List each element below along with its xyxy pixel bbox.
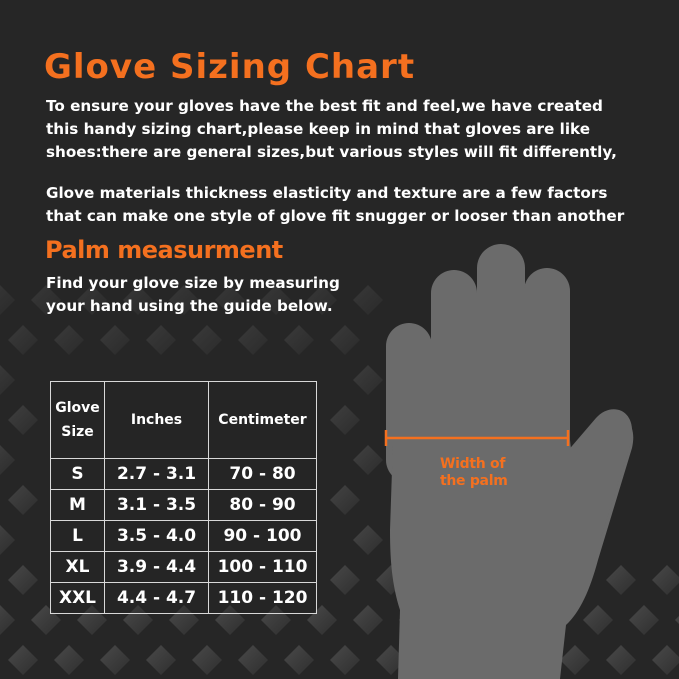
decorative-diamond	[192, 325, 222, 355]
table-row	[51, 552, 317, 583]
decorative-diamond	[8, 405, 38, 435]
decorative-diamond	[652, 645, 679, 675]
size-cell: M	[51, 490, 105, 521]
cm-cell: 70 - 80	[209, 459, 317, 490]
table-row	[51, 521, 317, 552]
materials-line: Glove materials thickness elasticity and texture are a few factors	[46, 184, 608, 202]
inches-cell: 3.5 - 4.0	[105, 521, 209, 552]
header-glove-size: Glove Size	[51, 382, 105, 459]
header-centimeter: Centimeter	[209, 382, 317, 459]
decorative-diamond	[353, 445, 383, 475]
palm-width-label: Width of the palm	[440, 456, 508, 489]
header-inches: Inches	[105, 382, 209, 459]
intro-line: this handy sizing chart,please keep in mind that gloves are like	[46, 120, 591, 138]
cm-cell: 90 - 100	[209, 521, 317, 552]
size-table	[50, 381, 317, 614]
cm-cell: 110 - 120	[209, 583, 317, 614]
decorative-diamond	[238, 645, 268, 675]
inches-cell: 3.1 - 3.5	[105, 490, 209, 521]
intro-line: shoes:there are general sizes,but various styles will fit differently,	[46, 143, 617, 161]
cm-cell: 80 - 90	[209, 490, 317, 521]
decorative-diamond	[8, 565, 38, 595]
page-title: Glove Sizing Chart	[44, 47, 416, 87]
instruction-line: Find your glove size by measuring	[46, 274, 340, 292]
decorative-diamond	[238, 325, 268, 355]
size-cell: L	[51, 521, 105, 552]
size-cell: XL	[51, 552, 105, 583]
table-row	[51, 459, 317, 490]
decorative-diamond	[8, 645, 38, 675]
intro-paragraph	[46, 95, 646, 164]
inches-cell: 2.7 - 3.1	[105, 459, 209, 490]
decorative-diamond	[284, 325, 314, 355]
size-cell: XXL	[51, 583, 105, 614]
decorative-diamond	[100, 325, 130, 355]
table-header-row	[51, 382, 317, 459]
decorative-diamond	[0, 605, 15, 635]
decorative-diamond	[0, 525, 15, 555]
decorative-diamond	[54, 325, 84, 355]
decorative-diamond	[0, 365, 15, 395]
materials-paragraph	[46, 182, 656, 228]
size-cell: S	[51, 459, 105, 490]
palm-instruction	[46, 272, 346, 318]
decorative-diamond	[0, 285, 15, 315]
decorative-diamond	[330, 405, 360, 435]
decorative-diamond	[8, 325, 38, 355]
decorative-diamond	[54, 645, 84, 675]
decorative-diamond	[8, 485, 38, 515]
table-row	[51, 583, 317, 614]
decorative-diamond	[353, 285, 383, 315]
cm-cell: 100 - 110	[209, 552, 317, 583]
decorative-diamond	[330, 565, 360, 595]
decorative-diamond	[146, 325, 176, 355]
table-row	[51, 490, 317, 521]
decorative-diamond	[330, 325, 360, 355]
decorative-diamond	[330, 645, 360, 675]
intro-line: To ensure your gloves have the best fit and feel,we have created	[46, 97, 603, 115]
inches-cell: 3.9 - 4.4	[105, 552, 209, 583]
decorative-diamond	[652, 565, 679, 595]
materials-line: that can make one style of glove fit snugger or looser than another	[46, 207, 625, 225]
decorative-diamond	[353, 365, 383, 395]
decorative-diamond	[353, 605, 383, 635]
decorative-diamond	[330, 485, 360, 515]
instruction-line: your hand using the guide below.	[46, 297, 333, 315]
decorative-diamond	[675, 605, 679, 635]
inches-cell: 4.4 - 4.7	[105, 583, 209, 614]
decorative-diamond	[146, 645, 176, 675]
decorative-diamond	[353, 525, 383, 555]
decorative-diamond	[284, 645, 314, 675]
decorative-diamond	[192, 645, 222, 675]
palm-measurement-heading: Palm measurment	[45, 236, 283, 264]
decorative-diamond	[0, 445, 15, 475]
decorative-diamond	[100, 645, 130, 675]
